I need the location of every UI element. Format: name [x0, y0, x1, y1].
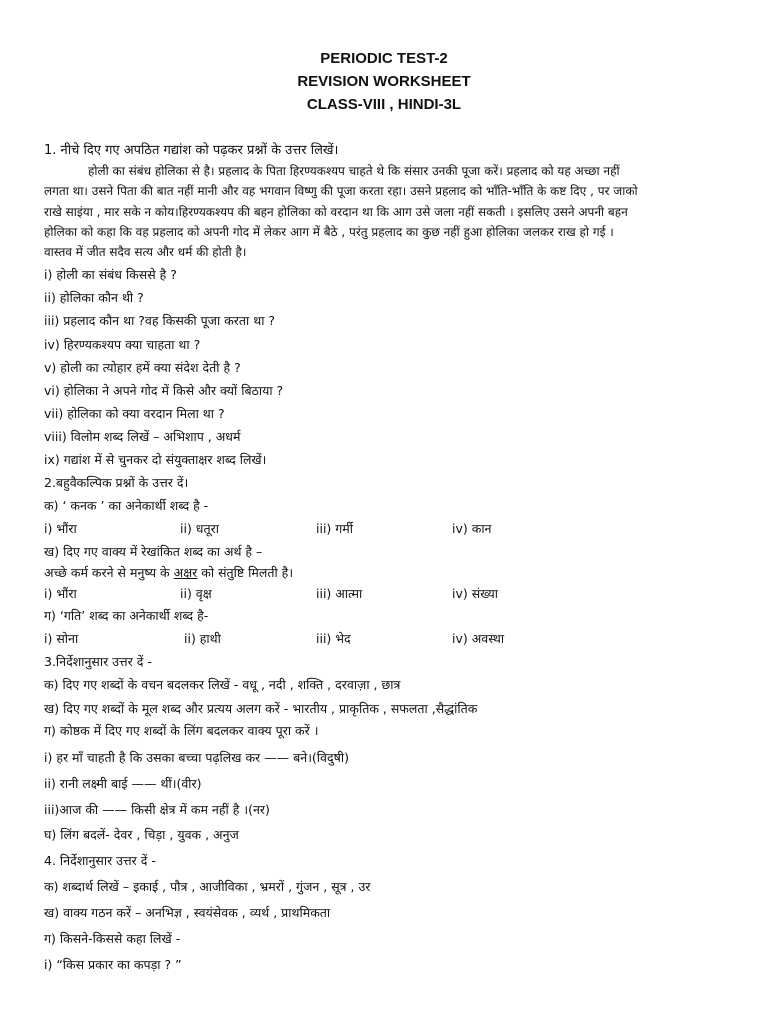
option-item: iv) संख्या	[452, 586, 498, 601]
question-item: vi) होलिका ने अपने गोद में किसे और क्यों बिठाया ?	[44, 383, 284, 398]
question-2-title: 2.बहुवैकल्पिक प्रश्नों के उत्तर दें।	[44, 475, 189, 490]
question-item: ग) किसने-किससे कहा लिखें -	[44, 931, 181, 946]
question-item: iii)आज की —— किसी क्षेत्र में कम नहीं है ।(नर)	[44, 802, 270, 817]
passage-line: लगता था। उसने पिता की बात नहीं मानी और वह भगवान विष्णु की पूजा करता रहा। उसने प्रहलाद को भाँति-भाँति के कष्ट दिए , पर जाको	[44, 184, 638, 198]
class-subject-title: CLASS-VIII , HINDI-3L	[306, 96, 462, 113]
question-item: घ) लिंग बदलें- देवर , चिड़ा , युवक , अनुज	[44, 827, 239, 842]
option-item: iii) आत्मा	[316, 586, 363, 601]
option-item: ii) वृक्ष	[180, 586, 212, 601]
question-item: i) “किस प्रकार का कपड़ा ? ”	[44, 957, 182, 972]
question-item: v) होली का त्योहार हमें क्या संदेश देती है ?	[44, 360, 241, 375]
option-item: i) भौंरा	[44, 521, 77, 536]
passage-line: होलिका को कहा कि वह प्रहलाद को अपनी गोद में लेकर आग में बैठे , परंतु प्रहलाद का कुछ नहीं हुआ होलिका जलकर राख हो गई ।	[44, 225, 614, 239]
option-item: iv) अवस्था	[452, 631, 505, 646]
question-item: i) हर माँ चाहती है कि उसका बच्चा पढ़लिख कर —— बने।(विदुषी)	[44, 750, 349, 765]
passage-line: वास्तव में जीत सदैव सत्य और धर्म की होती है।	[44, 245, 247, 259]
question-2c-title: ग) ‘गति’ शब्द का अनेकार्थी शब्द है-	[44, 608, 209, 623]
option-item: ii) धतूरा	[180, 521, 219, 536]
option-item: i) भौंरा	[44, 586, 77, 601]
question-item: ख) वाक्य गठन करें – अनभिज्ञ , स्वयंसेवक , व्यर्थ , प्राथमिकता	[44, 905, 331, 920]
question-4-title: 4. निर्देशानुसार उत्तर दें -	[44, 853, 156, 868]
option-item: iii) भेद	[316, 631, 351, 646]
option-item: iv) कान	[452, 521, 492, 536]
option-item: ii) हाथी	[184, 631, 221, 646]
question-item: ix) गद्यांश में से चुनकर दो संयुक्ताक्षर शब्द लिखें।	[44, 452, 267, 467]
question-3-title: 3.निर्देशानुसार उत्तर दें -	[44, 654, 152, 669]
question-1-title: 1. नीचे दिए गए अपठित गद्यांश को पढ़कर प्रश्नों के उत्तर लिखें।	[44, 143, 339, 158]
sentence-text: को संतुष्टि मिलती है।	[197, 565, 294, 580]
question-item: ii) रानी लक्ष्मी बाई —— थीं।(वीर)	[44, 776, 202, 791]
question-2b-sentence	[44, 564, 293, 582]
underlined-word: अक्षर	[173, 565, 198, 580]
sentence-text: अच्छे कर्म करने से मनुष्य के	[44, 565, 174, 580]
question-item: vii) होलिका को क्या वरदान मिला था ?	[44, 406, 225, 421]
question-item: क) दिए गए शब्दों के वचन बदलकर लिखें - वधू , नदी , शक्ति , दरवाज़ा , छात्र	[44, 677, 401, 692]
passage-line: राखे साइंया , मार सके न कोय।हिरण्यकश्यप की बहन होलिका को वरदान था कि आग उसे जला नहीं सकती । इसलिए उसने अपनी बहन	[44, 205, 628, 219]
question-item: ग) कोष्ठक में दिए गए शब्दों के लिंग बदलकर वाक्य पूरा करें ।	[44, 723, 319, 738]
question-item: iv) हिरण्यकश्यप क्या चाहता था ?	[44, 337, 201, 352]
question-2a-title: क) ‘ कनक ’ का अनेकार्थी शब्द है -	[44, 498, 209, 513]
passage-line: होली का संबंध होलिका से है। प्रहलाद के पिता हिरण्यकश्यप चाहते थे कि संसार उनकी पूजा करें। प्रहलाद को यह अच्छा नहीं	[88, 164, 620, 178]
question-item: i) होली का संबंध किससे है ?	[44, 267, 177, 282]
worksheet-title: REVISION WORKSHEET	[297, 73, 471, 90]
test-title: PERIODIC TEST-2	[320, 50, 448, 67]
question-item: ख) दिए गए शब्दों के मूल शब्द और प्रत्यय अलग करें - भारतीय , प्राकृतिक , सफलता ,सैद्धांतिक	[44, 701, 478, 716]
option-item: iii) गर्मी	[316, 521, 354, 536]
question-2b-title: ख) दिए गए वाक्य में रेखांकित शब्द का अर्थ है –	[44, 544, 263, 559]
question-item: ii) होलिका कौन थी ?	[44, 290, 144, 305]
question-item: iii) प्रहलाद कौन था ?वह किसकी पूजा करता था ?	[44, 313, 276, 328]
question-item: क) शब्दार्थ लिखें – इकाई , पौत्र , आजीविका , भ्रमरों , गुंजन , सूत्र , उर	[44, 879, 371, 894]
option-item: i) सोना	[44, 631, 79, 646]
question-item: viii) विलोम शब्द लिखें – अभिशाप , अधर्म	[44, 429, 241, 444]
